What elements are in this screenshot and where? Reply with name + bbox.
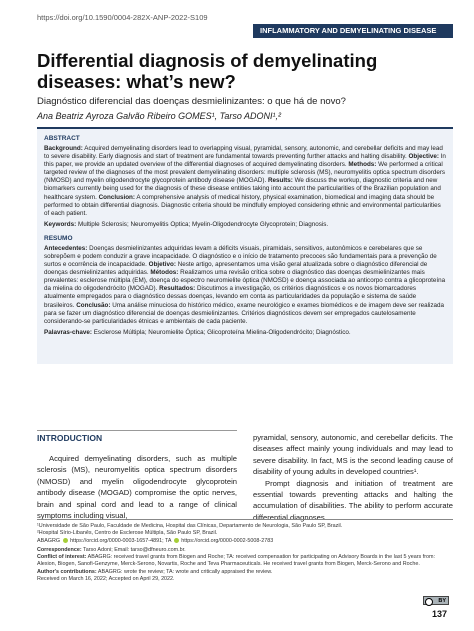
background-label: Background: xyxy=(44,145,83,152)
article-subtitle: Diagnóstico diferencial das doenças desmielinizantes: o que há de novo? xyxy=(37,96,346,107)
resultados-label: Resultados: xyxy=(159,285,196,293)
orcid-icon xyxy=(174,538,179,543)
objective-label: Objective: xyxy=(408,153,439,161)
keywords-text: Multiple Sclerosis; Neuromyelitis Optica; Myelin-Oligodendrocyte Glycoprotein; Diagnosis. xyxy=(77,220,329,228)
article-authors: Ana Beatriz Ayroza Galvão Ribeiro GOMES¹, Tarso ADONI¹,² xyxy=(37,111,281,121)
conflict-text: ABAGRG: received travel grants from Biogen and Roche; TA: received compensation for participating on Advisory Boards in the last 5 years from: Alexion, Biogen, Sanofi-Genzyme, Merck-Serono, Novartis, Roche and Teva Pharmaceuticals. He received travel grants from Biogen, Merck-Serono and Roche. xyxy=(37,554,435,568)
resumo-keywords xyxy=(44,329,446,337)
orcid-author-t: TA xyxy=(165,537,172,544)
orcid-link-a[interactable]: https://orcid.org/0000-0003-1657-4891; xyxy=(70,537,164,544)
conflict-label: Conflict of interest: xyxy=(37,554,87,561)
results-label: Results: xyxy=(268,177,293,185)
objective-text: In this paper, we provide an updated overview of the differential diagnoses of acquired demyelinating disorders. xyxy=(44,153,446,169)
metodos-text: Realizamos uma revisão crítica sobre o diagnóstico das doenças desmielinizantes mais prevalentes: esclerose múltipla (EM), doença do espectro neuromielite óptica (NMOSD) e doença associada ao anticorpo contra a glicoproteína da mielina do oligodendrócito (MOGAD). xyxy=(44,269,446,293)
license-label: BY xyxy=(438,598,446,604)
orcid-author-a: ABAGRG xyxy=(37,537,61,544)
metodos-label: Métodos: xyxy=(150,269,179,277)
orcid-line xyxy=(37,538,453,545)
author-contributions xyxy=(37,569,453,576)
objetivo-label: Objetivo: xyxy=(148,261,176,269)
antecedentes-label: Antecedentes: xyxy=(44,244,88,252)
conclusion-label: Conclusion: xyxy=(98,193,135,201)
contrib-label: Author's contributions: xyxy=(37,568,97,575)
background-text: Acquired demyelinating disorders lead to overlapping visual, pyramidal, sensory, autonomic, and cerebellar deficits and may lead to severe disability. Early diagnosis and start of treatment are fundamental towards preventing further attacks and halting disability. xyxy=(44,145,443,161)
objetivo-text: Neste artigo, apresentamos uma visão geral atualizada sobre o diagnóstico diferencial de doenças desmielinizantes adquiridas. xyxy=(44,261,428,277)
methods-label: Methods: xyxy=(348,161,377,169)
antecedentes-text: Doenças desmielinizantes adquiridas levam a déficits visuais, piramidais, sensitivos, autonômicos e cerebelares que se sobrepõem e podem conduzir a grave incapacidade. O diagnóstico e o início de tratamento precoces são fundamentais para a prevenção de surtos e ocorrência de incapacidade. xyxy=(44,244,437,269)
methods-text: We performed a critical targeted review of the diagnoses of the most prevalent demyelinating disorders: multiple sclerosis (MS), neuromyelitis optica spectrum disorders (NMOSD) and myelin oligodendrocyte glycoprotein antibody disease (MOGAD). xyxy=(44,161,446,185)
conclusao-text: Uma análise minuciosa do histórico médico, exame neurológico e exames biomédicos e de imagem deve ser realizada para se fazer um diagnóstico diferencial de doenças desmielinizantes. Critérios diagnósticos devem ser empregados cautelosamente considerando-se particularidades étnicas e ambientais de cada paciente. xyxy=(44,301,445,325)
page-number: 137 xyxy=(432,609,448,619)
intro-paragraph-1-cont: pyramidal, sensory, autonomic, and cerebellar deficits. The diseases affect mainly young individuals and may lead to severe disability. In fact, MS is the second leading cause of disability of young adults in developed countries¹. xyxy=(253,433,453,477)
abstract-heading: ABSTRACT xyxy=(44,135,80,142)
orcid-icon xyxy=(63,538,68,543)
conflict-of-interest xyxy=(37,554,453,569)
introduction-heading: INTRODUCTION xyxy=(37,430,237,443)
doi-link[interactable]: https://doi.org/10.1590/0004-282X-ANP-2022-S109 xyxy=(37,13,208,22)
resumo-heading: RESUMO xyxy=(44,234,73,242)
palavras-text: Esclerose Múltipla; Neuromielite Óptica; Glicoproteína Mielina-Oligodendrócito; Diagnóstico. xyxy=(93,328,351,336)
results-text: We discuss the workup, diagnostic criteria and new biomarkers currently being used for the diagnosis of these disease entities taking into account the particularities of the Brazilian population and healthcare system. xyxy=(44,177,441,201)
correspondence-text[interactable]: Tarso Adoni; Email: tarso@dfneuro.com.br. xyxy=(83,546,186,553)
abstract-keywords xyxy=(44,221,446,229)
intro-left-column xyxy=(37,430,237,521)
affiliation-2: ²Hospital Sírio-Libanês, Centro de Esclerose Múltipla, São Paulo SP, Brazil. xyxy=(37,530,218,537)
intro-paragraph-2: Prompt diagnosis and initiation of treatment are essential towards preventing attacks and halting the accumulation of disabilities. The ability to perform accurate differential diagnoses xyxy=(253,478,453,522)
intro-paragraph-1: Acquired demyelinating disorders, such as multiple sclerosis (MS), neuromyelitis optica spectrum disorders (NMOSD) and myelin oligodendrocyte glycoprotein antibody disease (MOGAD) compromise the optic nerves, brain and spinal cord and lead to a range of clinical symptoms including visual, xyxy=(37,454,237,521)
section-banner: INFLAMMATORY AND DEMYELINATING DISEASE xyxy=(253,24,453,38)
contrib-text: ABAGRG: wrote the review; TA: wrote and critically appraised the review. xyxy=(97,568,273,575)
conclusao-label: Conclusão: xyxy=(76,301,111,309)
creative-commons-icon[interactable] xyxy=(423,596,449,605)
footnotes xyxy=(37,519,453,583)
footnote-divider xyxy=(37,519,453,520)
abstract-body xyxy=(44,145,446,218)
keywords-label: Keywords: xyxy=(44,220,77,228)
conclusion-text: A comprehensive analysis of medical history, physical examination, biomedical and imaging data should be performed to obtain differential diagnosis. Diagnostic criteria should be mindfully employed considering ethnic and environmental particularities of each patient. xyxy=(44,193,441,217)
correspondence xyxy=(37,547,453,554)
orcid-link-t[interactable]: https://orcid.org/0000-0002-5008-2783 xyxy=(181,537,274,544)
palavras-label: Palavras-chave: xyxy=(44,328,92,336)
abstract-box xyxy=(37,127,453,364)
correspondence-label: Correspondence: xyxy=(37,546,82,553)
affiliation-1: ¹Universidade de São Paulo, Faculdade de Medicina, Hospital das Clínicas, Departamento de Neurologia, São Paulo SP, Brazil. xyxy=(37,523,343,529)
intro-right-column xyxy=(253,432,453,523)
received-date: Received on March 16, 2022; Accepted on April 29, 2022. xyxy=(37,576,175,583)
cc-circle-icon xyxy=(425,598,433,606)
resumo-body xyxy=(44,245,446,326)
article-title: Differential diagnosis of demyelinating diseases: what’s new? xyxy=(37,50,378,92)
resultados-text: Discutimos a investigação, os critérios diagnósticos e os novos biomarcadores atualmente empregados para o diagnóstico dessas doenças, levando em conta as particularidades da população e sistema de saúde brasileiros. xyxy=(44,285,417,309)
